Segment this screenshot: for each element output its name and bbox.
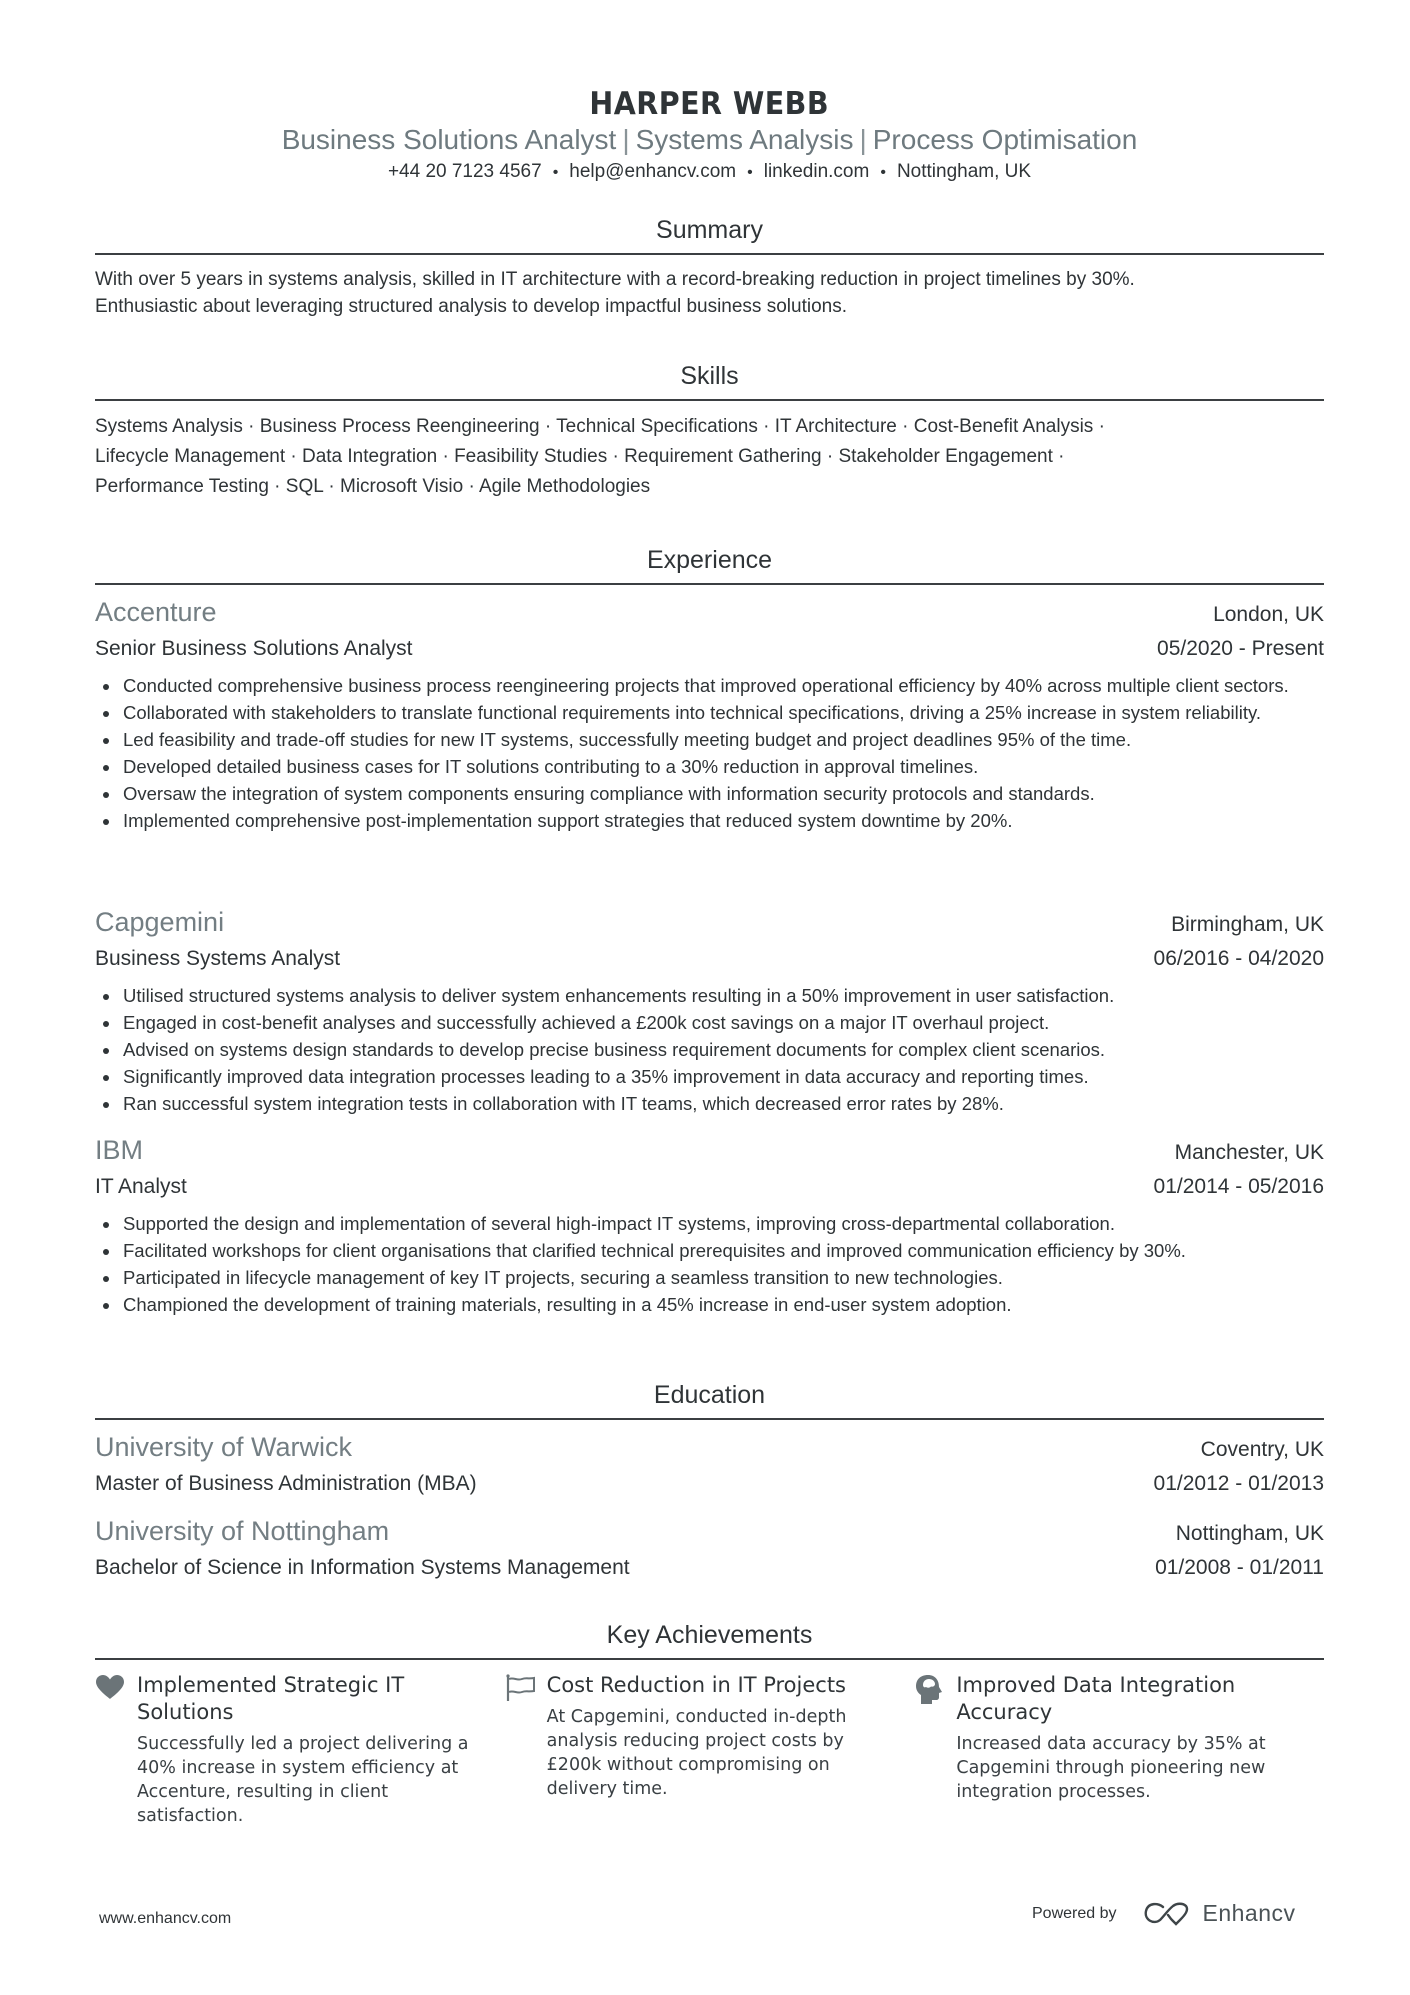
job-dates: 05/2020 - Present: [1157, 637, 1324, 660]
headline-separator: |: [622, 124, 630, 155]
headline-part: Systems Analysis: [635, 124, 854, 155]
achievement-description: Increased data accuracy by 35% at Capgemini through pioneering new integration processes.: [956, 1734, 1266, 1802]
job-bullets: [95, 982, 1324, 1117]
education-entry: [95, 1430, 1324, 1501]
summary-line: Enthusiastic about leveraging structured analysis to develop impactful business solutions.: [95, 296, 847, 317]
section-heading-summary: Summary: [95, 215, 1324, 255]
bullet-item: Led feasibility and trade-off studies for new IT systems, successfully meeting budget and project deadlines 95% of the time.: [95, 726, 1324, 753]
job-title: Senior Business Solutions Analyst: [95, 637, 413, 660]
enhancv-logo[interactable]: [1143, 1900, 1296, 1927]
summary-text: [95, 266, 1324, 320]
email-link[interactable]: help@enhancv.com: [569, 161, 737, 182]
experience-section: [95, 545, 1324, 1315]
bullet-item: Oversaw the integration of system components ensuring compliance with information security protocols and standards.: [95, 780, 1324, 807]
job-title: Business Systems Analyst: [95, 947, 341, 970]
job-location: Manchester, UK: [1174, 1141, 1324, 1164]
section-heading-achievements: Key Achievements: [95, 1620, 1324, 1660]
education-dates: 01/2012 - 01/2013: [1153, 1472, 1324, 1495]
bullet-item: Conducted comprehensive business process reengineering projects that improved operational efficiency by 40% across multiple client sectors.: [95, 672, 1324, 699]
company-name: Capgemini: [95, 907, 225, 937]
education-entry: [95, 1514, 1324, 1585]
school-location: Nottingham, UK: [1175, 1522, 1324, 1545]
school-location: Coventry, UK: [1200, 1438, 1324, 1461]
enhancv-logo-icon: [1143, 1901, 1191, 1927]
degree: Bachelor of Science in Information Systems Management: [95, 1556, 630, 1579]
company-name: Accenture: [95, 597, 217, 627]
bullet-item: Advised on systems design standards to develop precise business requirement documents for complex client scenarios.: [95, 1036, 1324, 1063]
bullet-item: Engaged in cost-benefit analyses and successfully achieved a £200k cost savings on a major IT overhaul project.: [95, 1009, 1324, 1036]
resume-header: [95, 0, 1324, 186]
contact-separator: •: [552, 164, 559, 181]
powered-by-label: Powered by: [1032, 1904, 1117, 1922]
job-location: Birmingham, UK: [1171, 913, 1324, 936]
bullet-item: Supported the design and implementation of several high-impact IT systems, improving cross-departmental collaboration.: [95, 1210, 1324, 1237]
achievement-description: At Capgemini, conducted in-depth analysis reducing project costs by £200k without compromising on delivery time.: [546, 1707, 847, 1799]
achievement-item: [95, 1672, 505, 1828]
linkedin-link[interactable]: linkedin.com: [763, 161, 870, 182]
bullet-item: Facilitated workshops for client organisations that clarified technical prerequisites and improved communication efficiency by 30%.: [95, 1237, 1324, 1264]
school-name: University of Nottingham: [95, 1516, 390, 1546]
contact-separator: •: [880, 164, 886, 181]
job-title: IT Analyst: [95, 1175, 187, 1198]
bullet-item: Implemented comprehensive post-implementation support strategies that reduced system downtime by 20%.: [95, 807, 1324, 834]
achievement-description: Successfully led a project delivering a 40% increase in system efficiency at Accenture, resulting in client satisfaction.: [137, 1734, 469, 1826]
bullet-item: Ran successful system integration tests in collaboration with IT teams, which decreased error rates by 28%.: [95, 1090, 1324, 1117]
skills-line: Lifecycle Management · Data Integration · Feasibility Studies · Requirement Gathering · Stakeholder Engagement ·: [95, 446, 1065, 467]
skills-section: [95, 361, 1324, 502]
section-heading-education: Education: [95, 1380, 1324, 1420]
contact-separator: •: [747, 164, 753, 181]
location: Nottingham, UK: [896, 161, 1032, 182]
heart-icon: [95, 1672, 137, 1704]
powered-by: [1032, 1900, 1296, 1927]
section-heading-experience: Experience: [95, 545, 1324, 585]
skills-line: Performance Testing · SQL · Microsoft Visio · Agile Methodologies: [95, 476, 651, 497]
phone[interactable]: +44 20 7123 4567: [387, 161, 542, 182]
flag-icon: [505, 1672, 547, 1704]
job-bullets: [95, 1210, 1324, 1318]
headline-part: Business Solutions Analyst: [281, 124, 617, 155]
bullet-item: Significantly improved data integration processes leading to a 35% improvement in data accuracy and reporting times.: [95, 1063, 1324, 1090]
bullet-item: Developed detailed business cases for IT solutions contributing to a 30% reduction in approval timelines.: [95, 753, 1324, 780]
job-bullets: [95, 672, 1324, 834]
achievements-grid: [95, 1672, 1324, 1828]
experience-entry: [95, 905, 1324, 1117]
resume-page: [95, 0, 1324, 1826]
headline: [95, 123, 1324, 157]
brain-head-icon: [914, 1672, 956, 1704]
degree: Master of Business Administration (MBA): [95, 1472, 477, 1495]
bullet-item: Participated in lifecycle management of key IT projects, securing a seamless transition to new technologies.: [95, 1264, 1324, 1291]
summary-line: With over 5 years in systems analysis, skilled in IT architecture with a record-breaking reduction in project timelines by 30%.: [95, 269, 1135, 290]
education-section: [95, 1380, 1324, 1579]
achievement-title: Improved Data Integration Accuracy: [956, 1673, 1236, 1724]
section-heading-skills: Skills: [95, 361, 1324, 401]
bullet-item: Collaborated with stakeholders to translate functional requirements into technical specifications, driving a 25% increase in system reliability.: [95, 699, 1324, 726]
job-dates: 01/2014 - 05/2016: [1153, 1175, 1324, 1198]
candidate-name: HARPER WEBB: [589, 86, 830, 122]
contact-info: [95, 159, 1324, 186]
experience-entry: [95, 1133, 1324, 1318]
achievements-section: [95, 1620, 1324, 1826]
headline-separator: |: [859, 124, 867, 155]
skills-list: [95, 412, 1324, 502]
job-dates: 06/2016 - 04/2020: [1153, 947, 1324, 970]
enhancv-brand-name: Enhancv: [1202, 1900, 1296, 1926]
summary-section: [95, 215, 1324, 320]
footer-website-link[interactable]: www.enhancv.com: [99, 1910, 232, 1927]
achievement-title: Implemented Strategic IT Solutions: [137, 1673, 405, 1724]
skills-line: Systems Analysis · Business Process Reengineering · Technical Specifications · IT Architecture · Cost-Benefit Analysis ·: [95, 416, 1105, 437]
achievement-item: [505, 1672, 915, 1828]
experience-entry: [95, 595, 1324, 834]
achievement-title: Cost Reduction in IT Projects: [546, 1673, 846, 1697]
company-name: IBM: [95, 1135, 144, 1165]
job-location: London, UK: [1213, 603, 1324, 626]
achievement-item: [914, 1672, 1324, 1828]
bullet-item: Utilised structured systems analysis to deliver system enhancements resulting in a 50% improvement in user satisfaction.: [95, 982, 1324, 1009]
school-name: University of Warwick: [95, 1432, 353, 1462]
headline-part: Process Optimisation: [872, 124, 1138, 155]
education-dates: 01/2008 - 01/2011: [1155, 1556, 1324, 1579]
bullet-item: Championed the development of training materials, resulting in a 45% increase in end-user system adoption.: [95, 1291, 1324, 1318]
